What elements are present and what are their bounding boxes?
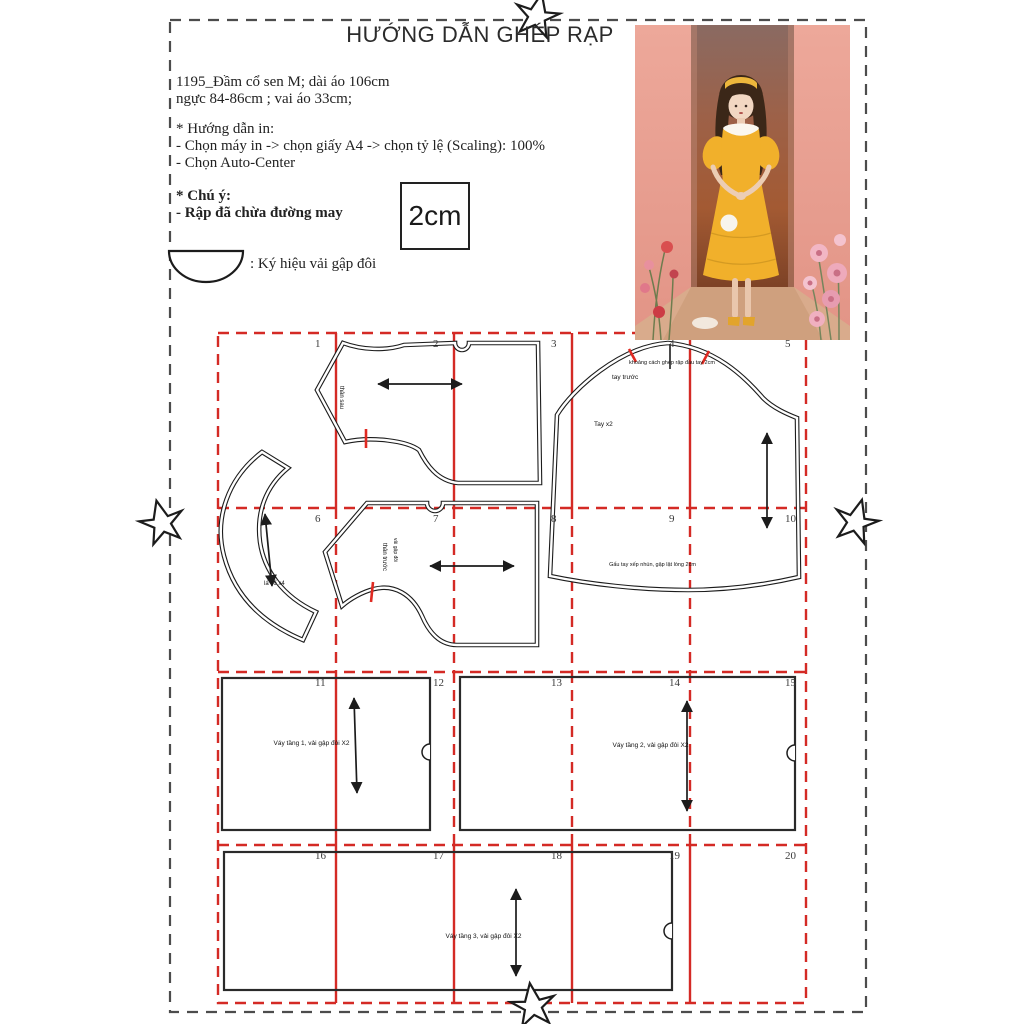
cell-number: 20 <box>785 850 796 862</box>
skirt-tier1-panel <box>222 678 430 830</box>
fold-symbol-label: : Ký hiệu vải gập đôi <box>250 256 377 272</box>
page-title: HƯỚNG DẪN GHÉP RẠP <box>346 22 614 47</box>
garment-info <box>176 74 390 108</box>
collar-label: lá cổ x4 <box>264 581 285 587</box>
note-block <box>176 188 343 222</box>
half-circle-fold-icon <box>169 251 243 282</box>
left-wall <box>635 25 691 340</box>
scale-check-box <box>400 182 470 250</box>
skirt-panels <box>222 677 795 990</box>
cell-number: 2 <box>433 338 439 350</box>
sandal <box>743 317 755 326</box>
star-icon <box>830 494 883 546</box>
fold-notch-icon <box>422 744 430 760</box>
cell-number: 11 <box>315 677 326 689</box>
front-bodice-note: vải gập đôi <box>392 538 398 563</box>
skirt-tier2-label: Váy tầng 2, vải gập đôi X2 <box>612 742 689 749</box>
cell-number: 6 <box>315 513 321 525</box>
cell-number: 4 <box>669 338 675 350</box>
print-instructions <box>176 121 545 172</box>
fold-notch-icon <box>787 745 795 761</box>
sleeve-qty-label: Tay x2 <box>594 421 613 428</box>
print-instructions-header: * Hướng dẫn in: <box>176 121 275 137</box>
skirt-tier1-label: Váy tầng 1, vải gập đôi X2 <box>273 740 350 747</box>
garment-pieces <box>221 343 799 645</box>
sleeve-front-label: tay trước <box>612 374 639 381</box>
sleeve-hem-note: Gấu tay xếp nhún, gập lật lòng 2cm <box>609 562 696 568</box>
model-photo <box>635 25 850 340</box>
front-bodice-label: thân trước <box>381 543 387 571</box>
cell-number: 19 <box>669 850 680 862</box>
cell-number: 1 <box>315 338 321 350</box>
cell-number: 16 <box>315 850 326 862</box>
cell-number: 5 <box>785 338 791 350</box>
sleeve-cap-note: khoảng cách ghép rập đầu tay 2cm <box>629 360 715 366</box>
note-header: * Chú ý: <box>176 188 232 204</box>
garment-info-line2: ngực 84-86cm ; vai áo 33cm; <box>176 91 353 107</box>
sandal <box>728 317 740 326</box>
cell-number: 3 <box>551 338 557 350</box>
print-instructions-item: - Chọn máy in -> chọn giấy A4 -> chọn tỷ lệ (Scaling): 100% <box>176 138 545 154</box>
garment-info-line1: 1195_Đầm cổ sen M; dài áo 106cm <box>176 74 390 90</box>
back-bodice-piece <box>317 343 540 483</box>
red-match-tick <box>371 582 373 602</box>
print-instructions-item: - Chọn Auto-Center <box>176 155 296 171</box>
white-purse <box>721 215 738 232</box>
cell-number: 9 <box>669 513 675 525</box>
face <box>729 92 754 120</box>
star-icon <box>135 495 188 546</box>
cell-number: 15 <box>785 677 796 689</box>
fold-notch-icon <box>664 923 672 939</box>
cell-number: 7 <box>433 513 439 525</box>
cell-number: 18 <box>551 850 562 862</box>
right-wall <box>794 25 850 340</box>
cell-number: 13 <box>551 677 562 689</box>
back-bodice-label: thân sau <box>338 386 344 410</box>
note-item: - Rập đã chừa đường may <box>176 205 343 221</box>
pattern-marks <box>265 344 767 976</box>
cell-number: 14 <box>669 677 680 689</box>
cell-number: 10 <box>785 513 796 525</box>
cell-number: 8 <box>551 513 557 525</box>
cell-number: 12 <box>433 677 444 689</box>
front-bodice-piece <box>325 503 537 645</box>
cell-number: 17 <box>433 850 444 862</box>
scale-check-label: 2cm <box>408 200 462 231</box>
skirt-tier2-panel <box>460 677 795 830</box>
assembly-grid <box>218 333 806 1003</box>
grainline-arrow <box>265 514 272 586</box>
skirt-tier3-label: Váy tầng 3, vải gập đôi X2 <box>445 933 522 940</box>
skirt-tier3-panel <box>224 852 672 990</box>
